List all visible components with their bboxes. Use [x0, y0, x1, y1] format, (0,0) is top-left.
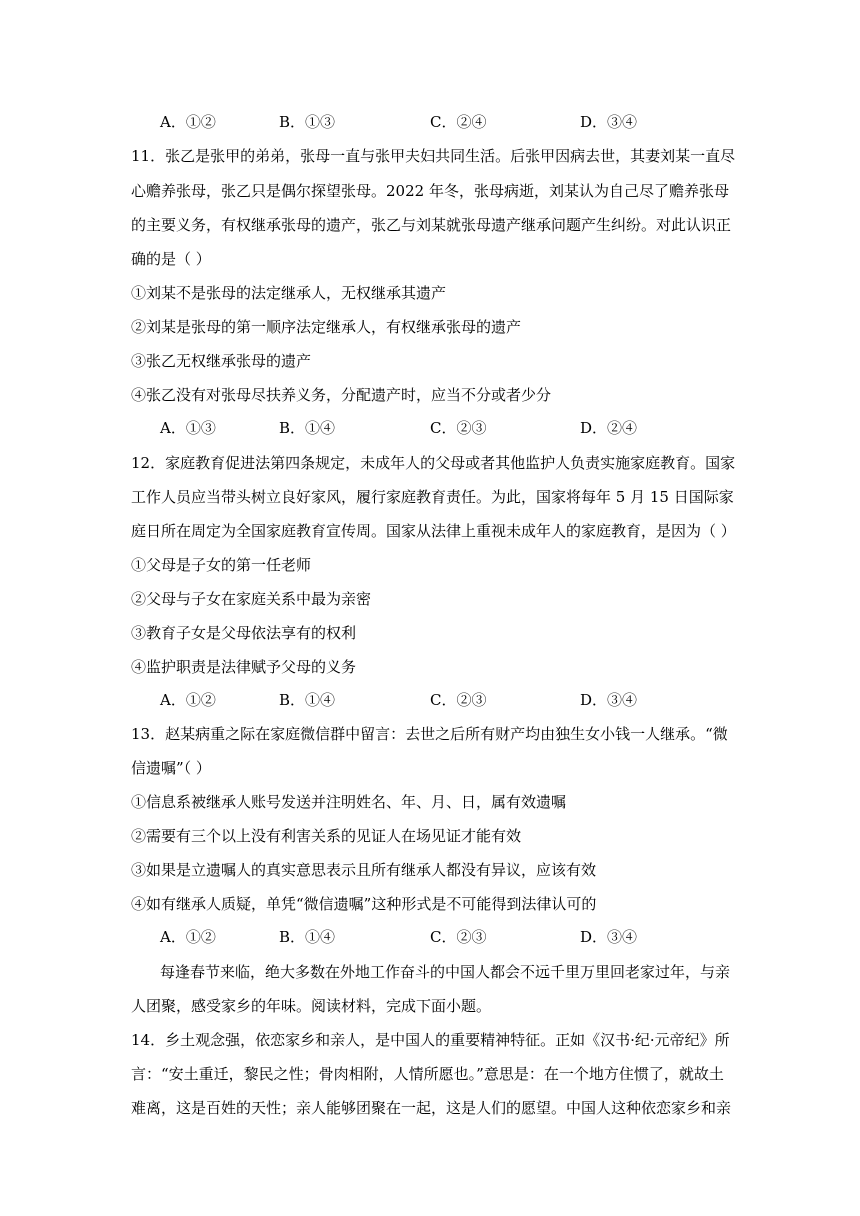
q13-options: [160, 926, 720, 948]
q11-option-a: A．①③: [160, 419, 216, 437]
q14-stem-line-1: 14．乡土观念强，依恋家乡和亲人，是中国人的重要精神特征。正如《汉书·纪·元帝纪》所: [131, 1031, 730, 1049]
q11-stem-line-1: 11．张乙是张甲的弟弟，张母一直与张甲夫妇共同生活。后张甲因病去世，其妻刘某一直尽: [131, 147, 736, 165]
q11-options: [160, 417, 720, 439]
q12-option-d: D．③④: [580, 691, 638, 709]
material-line-1: 每逢春节来临，绝大多数在外地工作奋斗的中国人都会不远千里万里回老家过年，与亲: [160, 963, 731, 981]
q11-stem-line-4: 确的是（ ）: [131, 250, 211, 268]
q12-statement-3: ③教育子女是父母依法享有的权利: [131, 624, 357, 642]
q11-statement-3: ③张乙无权继承张母的遗产: [131, 352, 312, 370]
q11-stem-line-2: 心赡养张母，张乙只是偶尔探望张母。2022 年冬，张母病逝，刘某认为自己尽了赡养张母: [131, 182, 729, 200]
q13-option-b: B．①④: [279, 928, 336, 946]
q12-stem-line-3: 庭日所在周定为全国家庭教育宣传周。国家从法律上重视未成年人的家庭教育，是因为（ ）: [131, 522, 736, 540]
q12-statement-4: ④监护职责是法律赋予父母的义务: [131, 658, 357, 676]
q12-statement-2: ②父母与子女在家庭关系中最为亲密: [131, 590, 372, 608]
q10-options: [160, 111, 720, 133]
q12-stem-line-1: 12．家庭教育促进法第四条规定，未成年人的父母或者其他监护人负责实施家庭教育。国家: [131, 454, 736, 472]
q11-statement-4: ④张乙没有对张母尽扶养义务，分配遗产时，应当不分或者少分: [131, 386, 552, 404]
q13-stem-line-1: 13．赵某病重之际在家庭微信群中留言：去世之后所有财产均由独生女小钱一人继承。“微: [131, 725, 728, 743]
q11-stem-line-3: 的主要义务，有权继承张母的遗产，张乙与刘某就张母遗产继承问题产生纠纷。对此认识正: [131, 216, 732, 234]
q13-option-c: C．②③: [430, 928, 487, 946]
q12-option-b: B．①④: [279, 691, 336, 709]
q11-statement-2: ②刘某是张母的第一顺序法定继承人，有权继承张母的遗产: [131, 318, 522, 336]
q13-option-a: A．①②: [160, 928, 216, 946]
q11-option-b: B．①④: [279, 419, 336, 437]
q11-statement-1: ①刘某不是张母的法定继承人，无权继承其遗产: [131, 284, 447, 302]
q14-stem-line-2: 言：“安土重迁，黎民之性；骨肉相附，人情所愿也。”意思是：在一个地方住惯了，就故土: [131, 1065, 724, 1083]
q12-options: [160, 689, 720, 711]
q10-option-c: C．②④: [430, 113, 487, 131]
q13-stem-line-2: 信遗嘱”（ ）: [131, 759, 211, 777]
q13-statement-2: ②需要有三个以上没有利害关系的见证人在场见证才能有效: [131, 827, 522, 845]
q13-option-d: D．③④: [580, 928, 638, 946]
q11-option-d: D．②④: [580, 419, 638, 437]
q12-statement-1: ①父母是子女的第一任老师: [131, 556, 312, 574]
q10-option-a: A．①②: [160, 113, 216, 131]
q14-stem-line-3: 难离，这是百姓的天性；亲人能够团聚在一起，这是人们的愿望。中国人这种依恋家乡和亲: [131, 1099, 732, 1117]
q13-statement-4: ④如有继承人质疑，单凭“微信遗嘱”这种形式是不可能得到法律认可的: [131, 895, 597, 913]
q12-stem-line-2: 工作人员应当带头树立良好家风，履行家庭教育责任。为此，国家将每年 5 月 15 日国际家: [131, 488, 734, 506]
q11-option-c: C．②③: [430, 419, 487, 437]
q12-option-c: C．②③: [430, 691, 487, 709]
q12-option-a: A．①②: [160, 691, 216, 709]
q10-option-d: D．③④: [580, 113, 638, 131]
material-line-2: 人团聚，感受家乡的年味。阅读材料，完成下面小题。: [131, 997, 492, 1015]
q13-statement-3: ③如果是立遗嘱人的真实意思表示且所有继承人都没有异议，应该有效: [131, 861, 597, 879]
q10-option-b: B．①③: [279, 113, 336, 131]
q13-statement-1: ①信息系被继承人账号发送并注明姓名、年、月、日，属有效遗嘱: [131, 793, 567, 811]
